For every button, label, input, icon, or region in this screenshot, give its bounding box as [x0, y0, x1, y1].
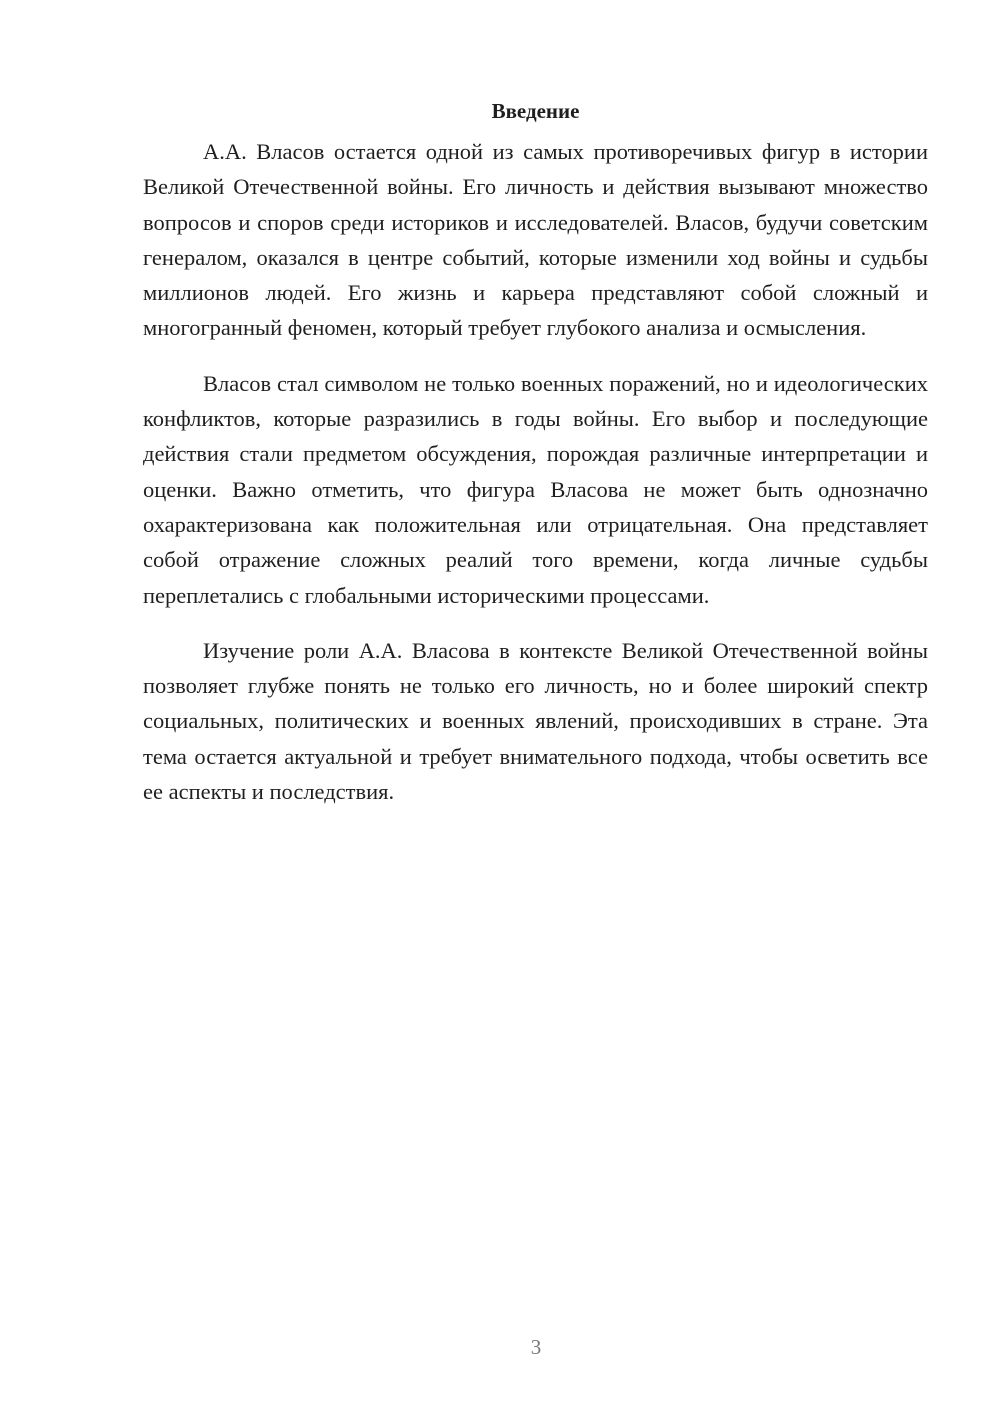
paragraph-2: Власов стал символом не только военных поражений, но и идеологических конфликтов, которые разразились в годы войны. Его выбор и последующие действия стали предметом обсуждения, порождая различные интерпретации и оценки. Важно отметить, что фигура Власова не может быть однозначно охарактеризована как положительная или отрицательная. Она представляет собой отражение сложных реалий того времени, когда личные судьбы переплетались с глобальными историческими процессами.	[143, 370, 928, 608]
paragraph-3: Изучение роли А.А. Власова в контексте Великой Отечественной войны позволяет глубже понять не только его личность, но и более широкий спектр социальных, политических и военных явлений, происходивших в стране. Эта тема остается актуальной и требует внимательного подхода, чтобы осветить все ее аспекты и последствия.	[143, 637, 928, 805]
paragraph-1: А.А. Власов остается одной из самых противоречивых фигур в истории Великой Отечественной войны. Его личность и действия вызывают множество вопросов и споров среди историков и исследователей. Власов, будучи советским генералом, оказался в центре событий, которые изменили ход войны и судьбы миллионов людей. Его жизнь и карьера представляют собой сложный и многогранный феномен, который требует глубокого анализа и осмысления.	[143, 139, 928, 341]
section-title: Введение	[491, 99, 580, 123]
page-content	[143, 96, 928, 829]
page-number: 3	[530, 1335, 542, 1359]
